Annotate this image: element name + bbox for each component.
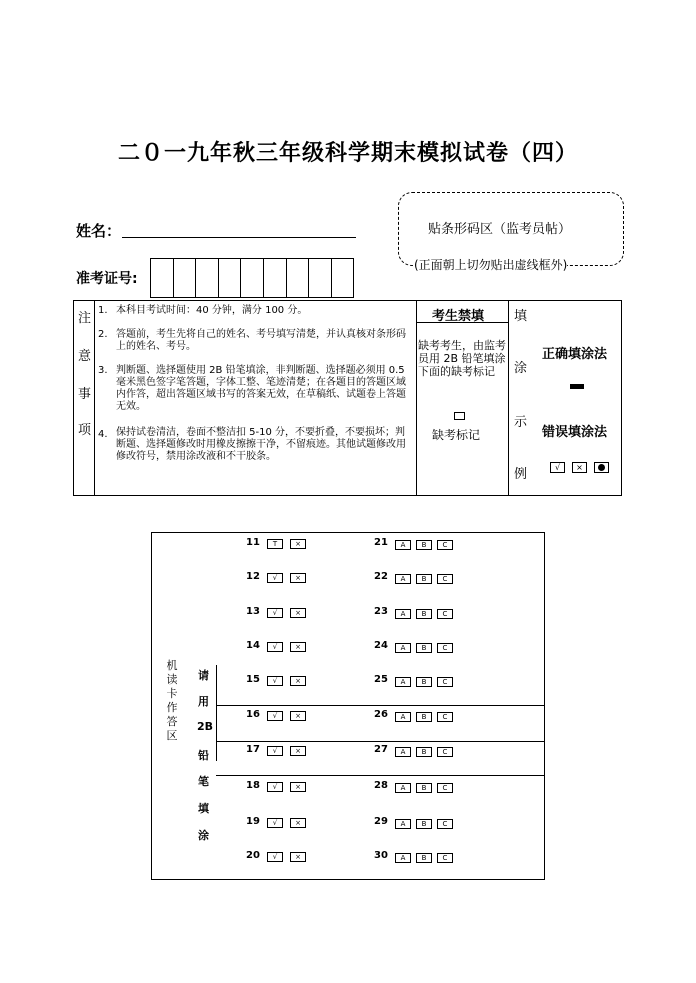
true-option-bubble[interactable]: √	[267, 608, 283, 618]
question-number: 30	[374, 850, 388, 861]
question-number: 22	[374, 571, 388, 582]
id-digit-box[interactable]	[332, 258, 355, 298]
true-option-bubble[interactable]: √	[267, 818, 283, 828]
id-digit-box[interactable]	[219, 258, 242, 298]
notice-item: 判断题、选择题使用 2B 铅笔填涂，非判断题、选择题必须用 0.5 毫米黑色签字笔答题，字体工整、笔迹清楚；在各题目的答题区域内作答，超出答题区域书写的答案无效，在草稿纸、试题卷上答题无效。	[116, 365, 406, 412]
choice-option-bubble[interactable]: A	[395, 747, 411, 757]
id-digit-box[interactable]	[309, 258, 332, 298]
barcode-note: (正面朝上切勿贴出虚线框外)	[414, 258, 568, 272]
dot-icon	[598, 464, 605, 471]
choice-option-bubble[interactable]: C	[437, 677, 453, 687]
id-digit-box[interactable]	[264, 258, 287, 298]
card-vertical-char: 答	[166, 715, 178, 728]
notice-vertical-char: 意	[78, 349, 92, 364]
false-option-bubble[interactable]: ×	[290, 539, 306, 549]
question-number: 24	[374, 640, 388, 651]
correct-fill-label: 正确填涂法	[542, 347, 608, 362]
divider	[216, 705, 545, 706]
id-digit-box[interactable]	[287, 258, 310, 298]
card-vertical-char: 机	[166, 659, 178, 672]
divider	[94, 301, 95, 495]
choice-option-bubble[interactable]: B	[416, 643, 432, 653]
answer-card	[151, 532, 545, 880]
notice-vertical-char: 注	[78, 311, 92, 326]
card-vertical-char: 卡	[166, 687, 178, 700]
false-option-bubble[interactable]: ×	[290, 852, 306, 862]
card-vertical-char: 作	[166, 701, 178, 714]
divider	[508, 301, 509, 495]
choice-option-bubble[interactable]: C	[437, 783, 453, 793]
divider	[216, 665, 217, 761]
question-number: 29	[374, 816, 388, 827]
notice-item-number: 3.	[98, 365, 108, 376]
choice-option-bubble[interactable]: A	[395, 712, 411, 722]
false-option-bubble[interactable]: ×	[290, 818, 306, 828]
choice-option-bubble[interactable]: A	[395, 819, 411, 829]
notice-item-number: 2.	[98, 329, 108, 340]
example-vertical-char: 示	[514, 415, 528, 430]
notice-item: 本科目考试时间：40 分钟，满分 100 分。	[116, 305, 308, 316]
choice-option-bubble[interactable]: C	[437, 819, 453, 829]
choice-option-bubble[interactable]: C	[437, 574, 453, 584]
wrong-fill-label: 错误填涂法	[542, 425, 608, 440]
filled-mark-example	[570, 384, 584, 389]
true-option-bubble[interactable]: √	[267, 573, 283, 583]
choice-option-bubble[interactable]: C	[437, 540, 453, 550]
card-vertical-char: 读	[166, 673, 178, 686]
false-option-bubble[interactable]: ×	[290, 782, 306, 792]
notice-vertical-char: 事	[78, 387, 92, 402]
false-option-bubble[interactable]: ×	[290, 642, 306, 652]
question-number: 12	[246, 571, 260, 582]
pen-instruction-char: 请	[198, 669, 209, 682]
divider	[417, 322, 508, 323]
true-option-bubble[interactable]: √	[267, 852, 283, 862]
choice-option-bubble[interactable]: B	[416, 677, 432, 687]
true-option-bubble[interactable]: √	[267, 711, 283, 721]
question-number: 16	[246, 709, 260, 720]
choice-option-bubble[interactable]: A	[395, 783, 411, 793]
notice-item-number: 1.	[98, 305, 108, 316]
example-vertical-char: 填	[514, 309, 528, 324]
true-option-bubble[interactable]: √	[267, 782, 283, 792]
forbidden-text: 缺考考生，由监考员用 2B 铅笔填涂下面的缺考标记	[418, 339, 506, 378]
choice-option-bubble[interactable]: B	[416, 853, 432, 863]
false-option-bubble[interactable]: ×	[290, 573, 306, 583]
question-number: 19	[246, 816, 260, 827]
false-option-bubble[interactable]: ×	[290, 746, 306, 756]
card-vertical-char: 区	[166, 729, 178, 742]
choice-option-bubble[interactable]: A	[395, 574, 411, 584]
cross-mark-example: ×	[572, 462, 587, 473]
true-option-bubble[interactable]: √	[267, 676, 283, 686]
check-mark-example: √	[550, 462, 565, 473]
notice-vertical-char: 项	[78, 423, 92, 438]
choice-option-bubble[interactable]: A	[395, 643, 411, 653]
question-number: 15	[246, 674, 260, 685]
forbidden-title: 考生禁填	[432, 309, 485, 324]
page-title: 二０一九年秋三年级科学期末模拟试卷（四）	[117, 141, 578, 166]
choice-option-bubble[interactable]: A	[395, 853, 411, 863]
choice-option-bubble[interactable]: A	[395, 677, 411, 687]
divider	[216, 741, 545, 742]
choice-option-bubble[interactable]: C	[437, 853, 453, 863]
divider	[416, 301, 417, 495]
choice-option-bubble[interactable]: A	[395, 609, 411, 619]
true-option-bubble[interactable]: √	[267, 642, 283, 652]
name-label: 姓名：	[76, 222, 122, 240]
id-digit-box[interactable]	[241, 258, 264, 298]
pen-instruction-char: 铅	[198, 749, 209, 762]
question-number: 11	[246, 537, 260, 548]
id-digit-box[interactable]	[196, 258, 219, 298]
id-boxes	[150, 258, 354, 298]
absent-label: 缺考标记	[432, 428, 481, 442]
name-field[interactable]	[122, 236, 356, 238]
notice-item-number: 4.	[98, 429, 108, 440]
choice-option-bubble[interactable]: B	[416, 783, 432, 793]
true-option-bubble[interactable]: T	[267, 539, 283, 549]
divider	[216, 775, 545, 776]
choice-option-bubble[interactable]: B	[416, 819, 432, 829]
pen-instruction-char: 用	[198, 695, 209, 708]
id-label: 准考证号:	[76, 271, 138, 287]
choice-option-bubble[interactable]: C	[437, 712, 453, 722]
choice-option-bubble[interactable]: B	[416, 747, 432, 757]
choice-option-bubble[interactable]: B	[416, 609, 432, 619]
id-digit-box[interactable]	[174, 258, 197, 298]
choice-option-bubble[interactable]: A	[395, 540, 411, 550]
barcode-label: 贴条形码区（监考员帖）	[428, 222, 572, 237]
question-number: 20	[246, 850, 260, 861]
question-number: 17	[246, 744, 260, 755]
question-number: 23	[374, 606, 388, 617]
question-number: 21	[374, 537, 388, 548]
question-number: 27	[374, 744, 388, 755]
question-number: 14	[246, 640, 260, 651]
choice-option-bubble[interactable]: C	[437, 643, 453, 653]
pen-instruction-char: 填	[198, 802, 209, 815]
false-option-bubble[interactable]: ×	[290, 676, 306, 686]
question-number: 25	[374, 674, 388, 685]
example-vertical-char: 涂	[514, 361, 528, 376]
example-vertical-char: 例	[514, 467, 528, 482]
pen-instruction-char: 2B	[197, 720, 214, 733]
choice-option-bubble[interactable]: B	[416, 540, 432, 550]
choice-option-bubble[interactable]: C	[437, 609, 453, 619]
absent-mark-box[interactable]	[454, 412, 465, 420]
question-number: 28	[374, 780, 388, 791]
choice-option-bubble[interactable]: B	[416, 712, 432, 722]
question-number: 26	[374, 709, 388, 720]
choice-option-bubble[interactable]: C	[437, 747, 453, 757]
false-option-bubble[interactable]: ×	[290, 608, 306, 618]
notice-item: 答题前，考生先将自己的姓名、考号填写清楚，并认真核对条形码上的姓名、考号。	[116, 329, 406, 352]
dot-mark-example	[594, 462, 609, 473]
pen-instruction-char: 涂	[198, 829, 209, 842]
question-number: 13	[246, 606, 260, 617]
choice-option-bubble[interactable]: B	[416, 574, 432, 584]
notice-box	[73, 300, 622, 496]
notice-item: 保持试卷清洁，卷面不整洁扣 5-10 分，不要折叠，不要损坏；判断题、选择题修改时用橡皮擦擦干净，不留痕迹。其他试题修改用修改符号，禁用涂改液和不干胶条。	[116, 427, 406, 462]
question-number: 18	[246, 780, 260, 791]
false-option-bubble[interactable]: ×	[290, 711, 306, 721]
id-digit-box[interactable]	[151, 258, 174, 298]
true-option-bubble[interactable]: √	[267, 746, 283, 756]
pen-instruction-char: 笔	[198, 775, 209, 788]
